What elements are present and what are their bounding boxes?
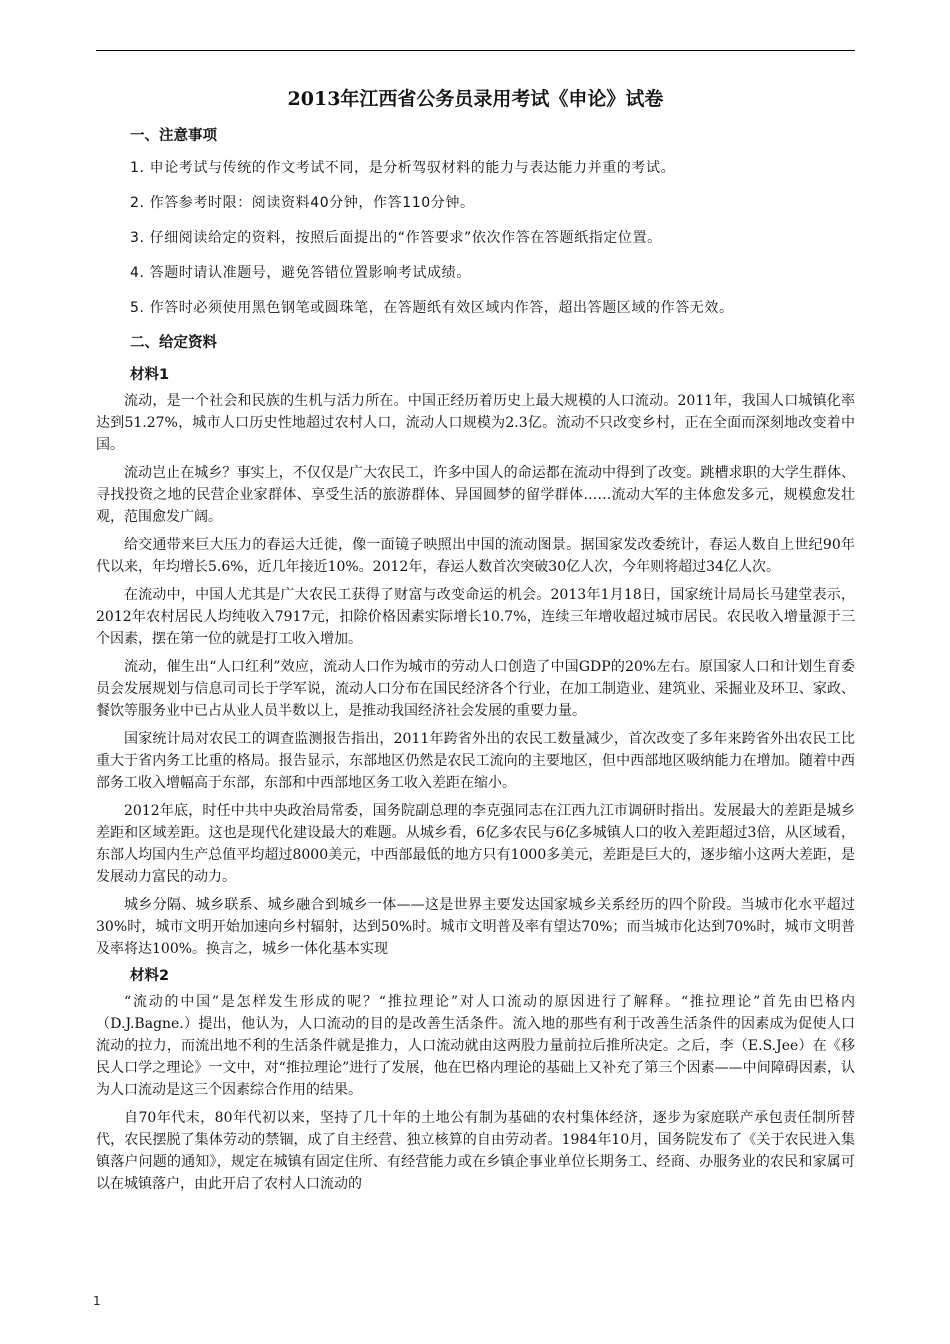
note-item: 3. 仔细阅读给定的资料，按照后面提出的“作答要求”依次作答在答题纸指定位置。 <box>130 230 662 246</box>
note-item: 1. 申论考试与传统的作文考试不同，是分析驾驭材料的能力与表达能力并重的考试。 <box>130 160 676 176</box>
material-1-paragraph: 流动岂止在城乡？事实上，不仅仅是广大农民工，许多中国人的命运都在流动中得到了改变。跳槽求职的大学生群体、寻找投资之地的民营企业家群体、享受生活的旅游群体、异国圆梦的留学群体……流动大军的主体愈发多元，规模愈发壮观，范围愈发广阔。 <box>96 465 855 525</box>
material-1-paragraph: 在流动中，中国人尤其是广大农民工获得了财富与改变命运的机会。2013年1月18日，国家统计局局长马建堂表示，2012年农村居民人均纯收入7917元，扣除价格因素实际增长10.7%，连续三年增收超过城市居民。农民收入增量源于三个因素，摆在第一位的就是打工收入增加。 <box>96 587 855 647</box>
material-2-heading: 材料2 <box>130 968 170 984</box>
page-number: 1 <box>93 1294 101 1308</box>
section-heading-notes: 一、注意事项 <box>130 128 217 144</box>
document-title: 2013年江西省公务员录用考试《申论》试卷 <box>287 88 664 110</box>
material-2-paragraph: “流动的中国”是怎样发生形成的呢？“推拉理论”对人口流动的原因进行了解释。“推拉理论”首先由巴格内（D.J.Bagne.）提出，他认为，人口流动的目的是改善生活条件。流入地的那些有利于改善生活条件的因素成为促使人口流动的拉力，而流出地不利的生活条件就是推力，人口流动就由这两股力量前拉后推所决定。之后，李（E.S.Jee）在《移民人口学之理论》一文中，对“推拉理论”进行了发展，他在巴格内理论的基础上又补充了第三个因素——中间障碍因素，认为人口流动是这三个因素综合作用的结果。 <box>96 994 855 1098</box>
material-1-heading: 材料1 <box>130 367 170 383</box>
material-1-paragraph: 流动，是一个社会和民族的生机与活力所在。中国正经历着历史上最大规模的人口流动。2011年，我国人口城镇化率达到51.27%，城市人口历史性地超过农村人口，流动人口规模为2.3亿。流动不只改变乡村，正在全面而深刻地改变着中国。 <box>96 393 855 453</box>
material-1-paragraph: 2012年底，时任中共中央政治局常委，国务院副总理的李克强同志在江西九江市调研时指出。发展最大的差距是城乡差距和区域差距。这也是现代化建设最大的难题。从城乡看，6亿多农民与6亿多城镇人口的收入差距超过3倍，从区域看，东部人均国内生产总值平均超过8000美元，中西部最低的地方只有1000多美元，差距是巨大的，逐步缩小这两大差距，是发展动力富民的动力。 <box>96 803 855 885</box>
note-item: 5. 作答时必须使用黑色钢笔或圆珠笔，在答题纸有效区域内作答，超出答题区域的作答无效。 <box>130 300 734 316</box>
material-1-paragraph: 给交通带来巨大压力的春运大迁徙，像一面镜子映照出中国的流动图景。据国家发改委统计，春运人数自上世纪90年代以来，年均增长5.6%，近几年接近10%。2012年，春运人数首次突破30亿人次，今年则将超过34亿人次。 <box>96 537 855 575</box>
section-heading-materials: 二、给定资料 <box>130 335 217 351</box>
material-1-paragraph: 城乡分隔、城乡联系、城乡融合到城乡一体——这是世界主要发达国家城乡关系经历的四个阶段。当城市化水平超过30%时，城市文明开始加速向乡村辐射，达到50%时。城市文明普及率有望达70%；而当城市化达到70%时，城市文明普及率将达100%。换言之，城乡一体化基本实现 <box>96 897 855 957</box>
note-item: 4. 答题时请认准题号，避免答错位置影响考试成绩。 <box>130 265 471 281</box>
material-2-paragraph: 自70年代末，80年代初以来，坚持了几十年的土地公有制为基础的农村集体经济，逐步为家庭联产承包责任制所替代，农民摆脱了集体劳动的禁锢，成了自主经营、独立核算的自由劳动者。1984年10月，国务院发布了《关于农民进入集镇落户问题的通知》，规定在城镇有固定住所、有经营能力或在乡镇企事业单位长期务工、经商、办服务业的农民和家属可以在城镇落户，由此开启了农村人口流动的 <box>96 1110 855 1192</box>
material-1-paragraph: 国家统计局对农民工的调查监测报告指出，2011年跨省外出的农民工数量减少，首次改变了多年来跨省外出农民工比重大于省内务工比重的格局。报告显示，东部地区仍然是农民工流向的主要地区，但中西部地区吸纳能力在增加。随着中西部务工收入增幅高于东部，东部和中西部地区务工收入差距在缩小。 <box>96 731 855 791</box>
note-item: 2. 作答参考时限：阅读资料40分钟，作答110分钟。 <box>130 195 475 211</box>
header-rule <box>96 50 855 51</box>
material-1-paragraph: 流动，催生出“人口红利”效应，流动人口作为城市的劳动人口创造了中国GDP的20%左右。原国家人口和计划生育委员会发展规划与信息司司长于学军说，流动人口分布在国民经济各个行业，在加工制造业、建筑业、采掘业及环卫、家政、餐饮等服务业中已占从业人员半数以上，是推动我国经济社会发展的重要力量。 <box>96 659 855 719</box>
document-body <box>96 86 855 1201</box>
